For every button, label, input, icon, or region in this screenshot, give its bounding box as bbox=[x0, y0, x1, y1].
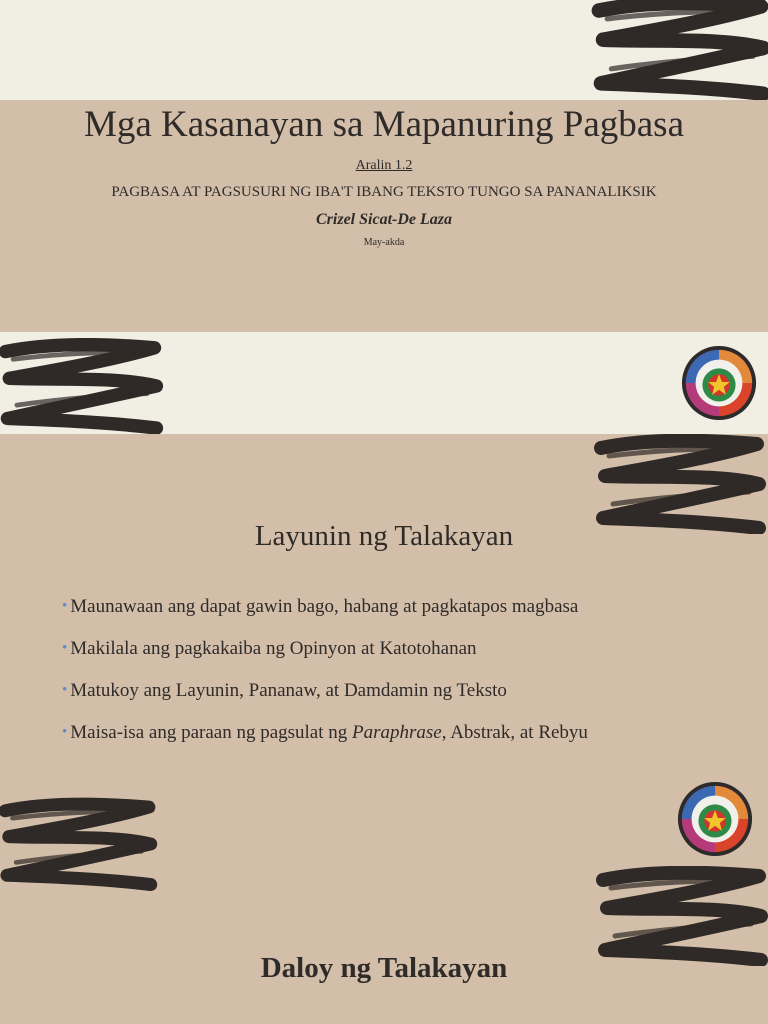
author-name: Crizel Sicat-De Laza bbox=[316, 211, 452, 228]
brush-scribble-decoration bbox=[590, 866, 768, 966]
lesson-label: Aralin 1.2 bbox=[355, 158, 413, 173]
brush-scribble-decoration bbox=[0, 338, 166, 434]
brush-scribble-decoration bbox=[0, 796, 160, 892]
school-seal-logo-icon bbox=[676, 780, 754, 858]
objective-text-end: , Abstrak, at Rebyu bbox=[441, 722, 588, 743]
bullet-icon: • bbox=[62, 682, 68, 698]
objectives-slide bbox=[0, 434, 768, 1024]
objectives-list bbox=[62, 596, 588, 764]
slide-title: Mga Kasanayan sa Mapanuring Pagbasa bbox=[83, 104, 685, 145]
brush-scribble-decoration bbox=[585, 0, 768, 100]
slide-subtitle: PAGBASA AT PAGSUSURI NG IBA'T IBANG TEKSTO TUNGO SA PANANALIKSIK bbox=[111, 184, 657, 200]
list-item bbox=[62, 722, 588, 743]
school-seal-logo-icon bbox=[680, 344, 758, 422]
objective-text bbox=[70, 722, 588, 743]
objectives-heading: Layunin ng Talakayan bbox=[254, 520, 514, 552]
title-slide bbox=[0, 0, 768, 434]
next-slide-heading: Daloy ng Talakayan bbox=[260, 952, 508, 984]
objective-text-italic: Paraphrase bbox=[352, 722, 442, 743]
title-band bbox=[0, 100, 768, 332]
bullet-icon: • bbox=[62, 598, 68, 614]
objective-text: Matukoy ang Layunin, Pananaw, at Damdamin ng Teksto bbox=[70, 680, 507, 701]
objective-text: Maunawaan ang dapat gawin bago, habang at pagkatapos magbasa bbox=[70, 596, 579, 617]
objective-text: Makilala ang pagkakaiba ng Opinyon at Katotohanan bbox=[70, 638, 477, 659]
author-role: May-akda bbox=[363, 237, 405, 248]
bullet-icon: • bbox=[62, 724, 68, 740]
bullet-icon: • bbox=[62, 640, 68, 656]
list-item bbox=[62, 638, 588, 659]
objective-text-start: Maisa-isa ang paraan ng pagsulat ng bbox=[70, 722, 353, 743]
list-item bbox=[62, 596, 588, 617]
brush-scribble-decoration bbox=[588, 434, 768, 534]
list-item bbox=[62, 680, 588, 701]
